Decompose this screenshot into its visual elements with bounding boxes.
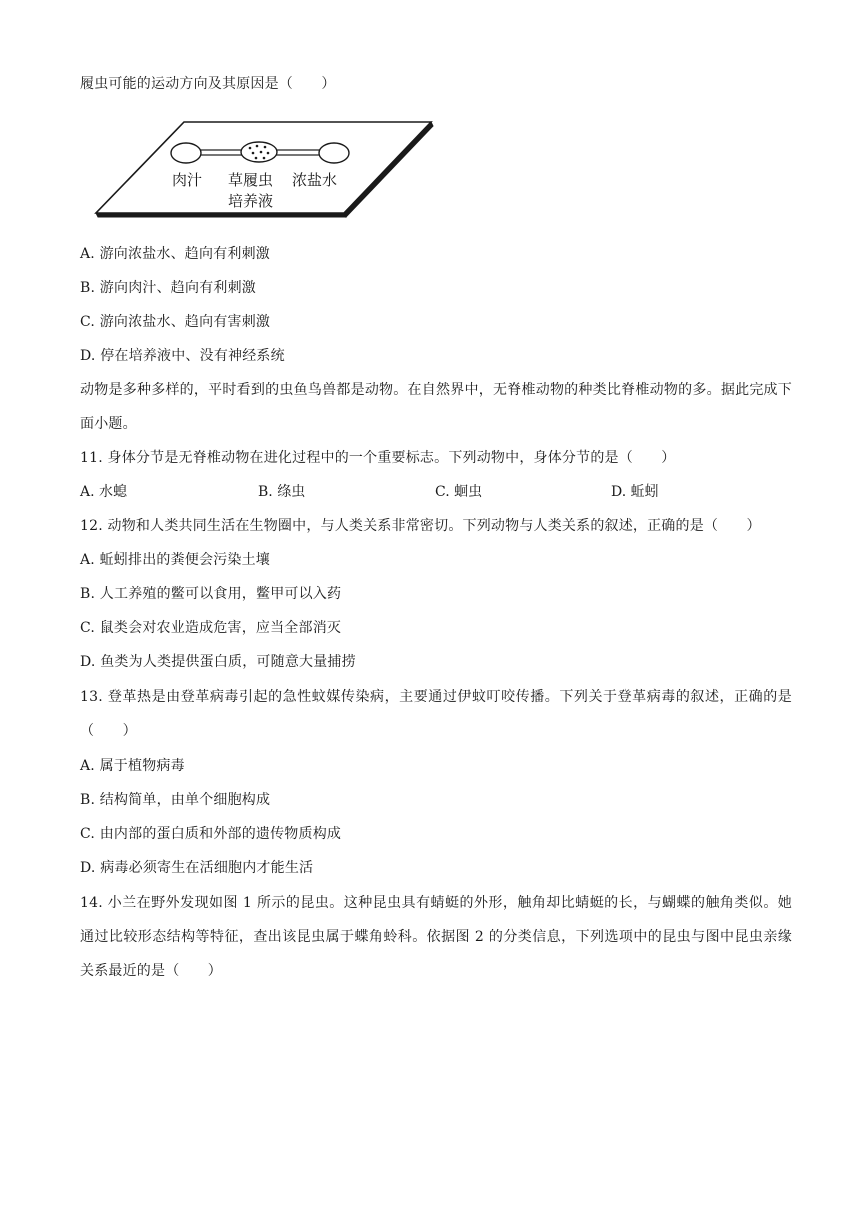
intro-paragraph: 动物是多种多样的，平时看到的虫鱼鸟兽都是动物。在自然界中，无脊椎动物的种类比脊椎动物的多。据此完成下面小题。 <box>80 382 792 432</box>
q12-option-c: C. 鼠类会对农业造成危害，应当全部消灭 <box>80 620 342 636</box>
salt-water-drop <box>319 143 349 163</box>
q10-option-b: B. 游向肉汁、趋向有利刺激 <box>80 280 256 296</box>
label-salt-water: 浓盐水 <box>292 171 338 189</box>
right-channel <box>276 150 320 155</box>
q11-option-b: B. 绦虫 <box>258 484 306 500</box>
q13-option-a: A. 属于植物病毒 <box>80 758 185 774</box>
slide-diagram <box>92 118 437 220</box>
meat-juice-drop <box>171 143 201 163</box>
slide-edge-bottom <box>96 213 346 217</box>
left-channel <box>200 150 242 155</box>
q12-option-d: D. 鱼类为人类提供蛋白质，可随意大量捕捞 <box>80 654 356 670</box>
q13-option-c: C. 由内部的蛋白质和外部的遗传物质构成 <box>80 826 342 842</box>
q14-stem: 14. 小兰在野外发现如图 1 所示的昆虫。这种昆虫具有蜻蜓的外形，触角却比蜻蜓的长，与蝴蝶的触角类似。她通过比较形态结构等特征，查出该昆虫属于蝶角蛉科。依据图 2 的分类信息，下列选项中的昆虫与图中昆虫亲缘关系最近的是（ ） <box>80 895 792 979</box>
q12-option-b: B. 人工养殖的鳖可以食用，鳖甲可以入药 <box>80 586 342 602</box>
q11-stem: 11. 身体分节是无脊椎动物在进化过程中的一个重要标志。下列动物中，身体分节的是（ ） <box>80 450 676 466</box>
q11-option-c: C. 蛔虫 <box>435 484 483 500</box>
label-paramecium: 草履虫 <box>228 171 274 189</box>
q12-option-a: A. 蚯蚓排出的粪便会污染土壤 <box>80 552 271 568</box>
q10-option-d: D. 停在培养液中、没有神经系统 <box>80 348 285 364</box>
paramecium-slide-figure <box>92 118 437 220</box>
q12-stem: 12. 动物和人类共同生活在生物圈中，与人类关系非常密切。下列动物与人类关系的叙述，正确的是（ ） <box>80 518 761 534</box>
q11-options <box>80 482 792 502</box>
label-culture-fluid: 培养液 <box>228 192 274 210</box>
q11-option-d: D. 蚯蚓 <box>611 484 659 500</box>
q11-option-a: A. 水螅 <box>80 484 128 500</box>
q10-option-a: A. 游向浓盐水、趋向有利刺激 <box>80 246 271 262</box>
q13-stem: 13. 登革热是由登革病毒引起的急性蚊媒传染病，主要通过伊蚊叮咬传播。下列关于登革病毒的叙述，正确的是（ ） <box>80 689 792 739</box>
q10-option-c: C. 游向浓盐水、趋向有害刺激 <box>80 314 271 330</box>
q13-option-d: D. 病毒必须寄生在活细胞内才能生活 <box>80 860 314 876</box>
label-meat-juice: 肉汁 <box>172 171 203 189</box>
paramecium-drop <box>241 142 277 162</box>
q13-option-b: B. 结构简单，由单个细胞构成 <box>80 792 271 808</box>
q10-stem-tail: 履虫可能的运动方向及其原因是（ ） <box>80 76 336 92</box>
